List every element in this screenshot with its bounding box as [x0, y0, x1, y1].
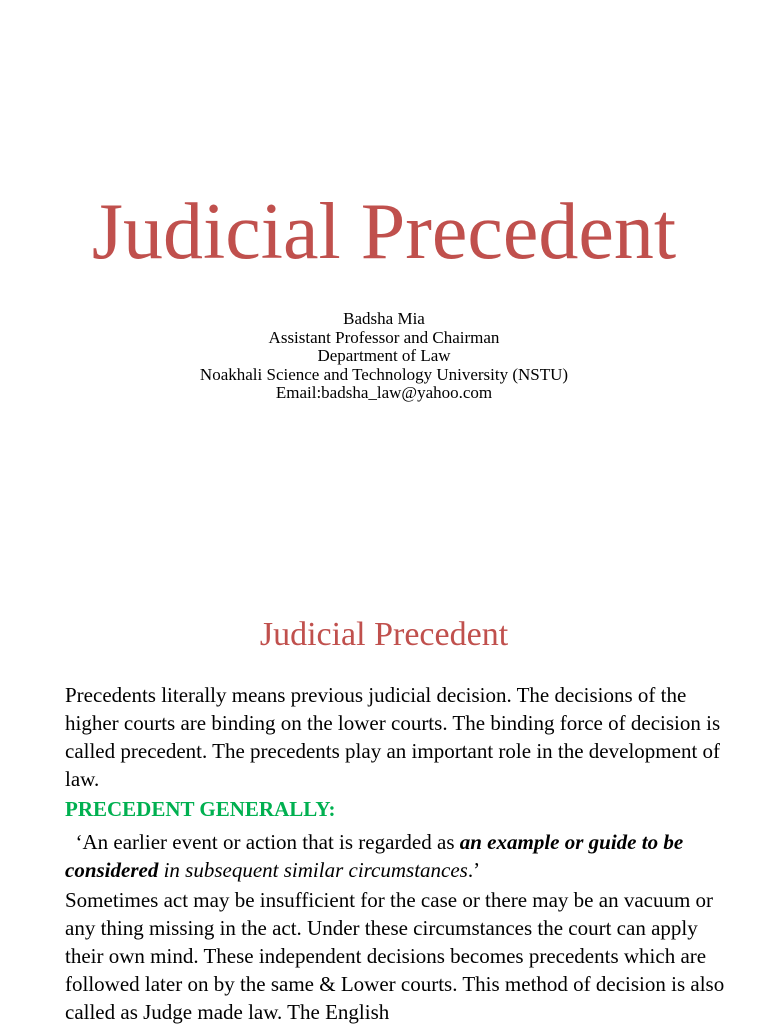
quote-close: .’ [467, 858, 481, 882]
main-title: Judicial Precedent [91, 188, 677, 276]
section-heading: PRECEDENT GENERALLY: [65, 797, 336, 821]
author-department: Department of Law [317, 346, 451, 365]
author-university: Noakhali Science and Technology University (NSTU) [199, 364, 569, 384]
intro-paragraph: Precedents literally means previous judicial decision. The decisions of the higher courts are binding on the lower courts. The binding force of decision is called precedent. The precedents play an important role in the development of law. [65, 683, 721, 791]
author-position: Assistant Professor and Chairman [268, 327, 500, 347]
content-slide [0, 560, 768, 1024]
definition-quote [65, 828, 725, 884]
slide-title: Judicial Precedent [259, 616, 509, 653]
quote-italic: in subsequent similar circumstances [158, 858, 468, 882]
slide-body [65, 681, 725, 1024]
author-info [0, 310, 768, 403]
author-name: Badsha Mia [343, 309, 425, 328]
body-paragraph: Sometimes act may be insufficient for the case or there may be an vacuum or any thing missing in the act. Under these circumstances the court can apply their own mind. These independent decisions becomes precedents which are followed later on by the same & Lower courts. This method of decision is also called as Judge made law. The English [65, 888, 725, 1024]
quote-emphasis: an example or guide to be considered [65, 830, 684, 882]
quote-open: ‘An earlier event or action that is regarded as [75, 830, 460, 854]
author-email: Email:badsha_law@yahoo.com [275, 383, 493, 402]
